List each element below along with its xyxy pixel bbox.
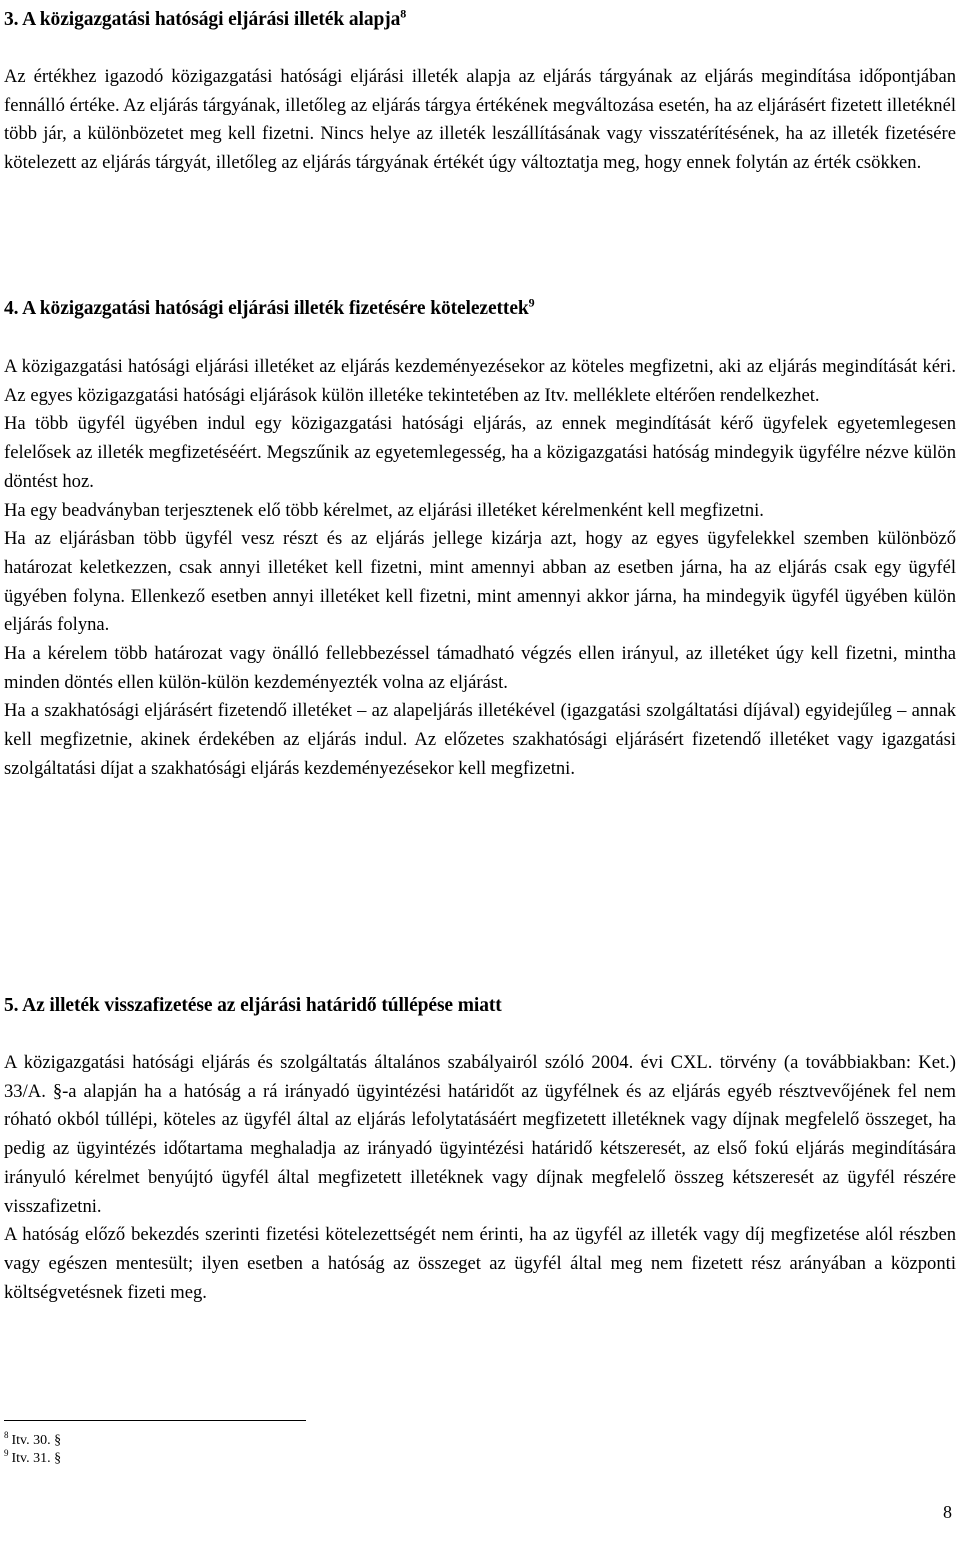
section-5-heading [4,992,502,1019]
footnote-text: Itv. 31. § [11,1451,62,1466]
section-5-paragraph: A közigazgatási hatósági eljárás és szolgáltatás általános szabályairól szóló 2004. évi CXL. törvény (a továbbiakban: Ket.) 33/A. §-a alapján ha a hatóság a rá irányadó ügyintézési határidőt az ügyfélnek és az eljárás egyéb résztvevőjének fel nem róható okból túllépi, köteles az ügyfél által az eljárás lefolytatásáért megfizetett illetéknek vagy díjnak megfelelő összeget, ha pedig az ügyintézés időtartama meghaladja az irányadó ügyintézési határidő kétszeresét, az első fokú eljárás megindítására irányuló kérelmet benyújtó ügyfél által megfizetett illetéknek vagy díjnak megfelelő összeg kétszeresét az ügyfél részére visszafizetni. [4,1052,956,1217]
section-3-body [4,63,956,178]
footnote-ref-8[interactable]: 8 [400,6,407,21]
footnote-number: 9 [4,1448,9,1459]
section-4-paragraph: Ha a szakhatósági eljárásért fizetendő illetéket – az alapeljárás illetékével (igazgatási szolgáltatási díjával) egyidejűleg – annak kell megfizetnie, akinek érdekében az eljárás indul. Az előzetes szakhatósági eljárásért fizetendő illetéket vagy igazgatási szolgáltatási díjat a szakhatósági eljárás kezdeményezésekor kell megfizetni. [4,700,956,779]
footnote-number: 8 [4,1430,9,1441]
section-3-paragraph: Az értékhez igazodó közigazgatási hatósági eljárási illeték alapja az eljárás tárgyának az eljárás megindítása időpontjában fennálló értéke. Az eljárás tárgyának, illetőleg az eljárás tárgya értékének megváltozása esetén, ha az eljárásért fizetett illetéknél több jár, a különbözetet meg kell fizetni. Nincs helye az illeték leszállításának vagy visszatérítésének, ha az illeték fizetésére kötelezett az eljárás tárgyát, illetőleg az eljárás tárgyának értékét úgy változtatja meg, hogy ennek folytán az érték csökken. [4,66,956,174]
section-5-paragraph: A hatóság előző bekezdés szerinti fizetési kötelezettségét nem érinti, ha az ügyfél az illeték vagy díj megfizetése alól részben vagy egészen mentesült; ilyen esetben a hatóság az összeget az ügyfél által meg nem fizetett rész arányában a központi költségvetésnek fizeti meg. [4,1224,956,1303]
footnote-divider [4,1420,306,1421]
section-4-paragraph: Ha a kérelem több határozat vagy önálló fellebbezéssel támadható végzés ellen irányul, az illetéket úgy kell fizetni, mintha minden döntés ellen külön-külön kezdeményezték volna az eljárást. [4,643,956,693]
section-4-title-text: 4. A közigazgatási hatósági eljárási illeték fizetésére kötelezettek [4,298,529,319]
section-3-title-text: 3. A közigazgatási hatósági eljárási illeték alapja [4,9,401,30]
section-4-paragraph: Ha egy beadványban terjesztenek elő több kérelmet, az eljárási illetéket kérelmenként kell megfizetni. [4,499,764,521]
footnote-text: Itv. 30. § [11,1433,62,1448]
section-4-body [4,353,956,784]
section-3-heading [4,6,406,33]
section-5-body [4,1049,956,1307]
footnote-ref-9[interactable]: 9 [528,295,535,310]
section-4-paragraph: Ha az eljárásban több ügyfél vesz részt és az eljárás jellege kizárja azt, hogy az egyes ügyfelekkel szemben különböző határozat keletkezzen, csak annyi illetéket kell fizetni, mint amennyi abban az esetben járna, ha az eljárás csak egy ügyfél ügyében folyna. Ellenkező esetben annyi illetéket kell fizetni, mint amennyi akkor járna, ha mindegyik ügyfél ügyében külön eljárás folyna. [4,528,956,636]
section-4-heading [4,295,535,322]
page-number: 8 [943,1502,952,1522]
footnotes [4,1432,61,1468]
section-5-title-text: 5. Az illeték visszafizetése az eljárási határidő túllépése miatt [4,995,502,1016]
footnote-9 [4,1450,61,1468]
section-4-paragraph: A közigazgatási hatósági eljárási illetéket az eljárás kezdeményezésekor az köteles megfizetni, aki az eljárás megindítását kéri. Az egyes közigazgatási hatósági eljárások külön illetéke tekintetében az Itv. melléklete eltérően rendelkezhet. [4,356,956,406]
footnote-8 [4,1432,61,1450]
section-4-paragraph: Ha több ügyfél ügyében indul egy közigazgatási hatósági eljárás, az ennek megindítását kérő ügyfelek egyetemlegesen felelősek az illeték megfizetéséért. Megszűnik az egyetemlegesség, ha a közigazgatási hatóság mindegyik ügyfélre nézve külön döntést hoz. [4,413,956,492]
